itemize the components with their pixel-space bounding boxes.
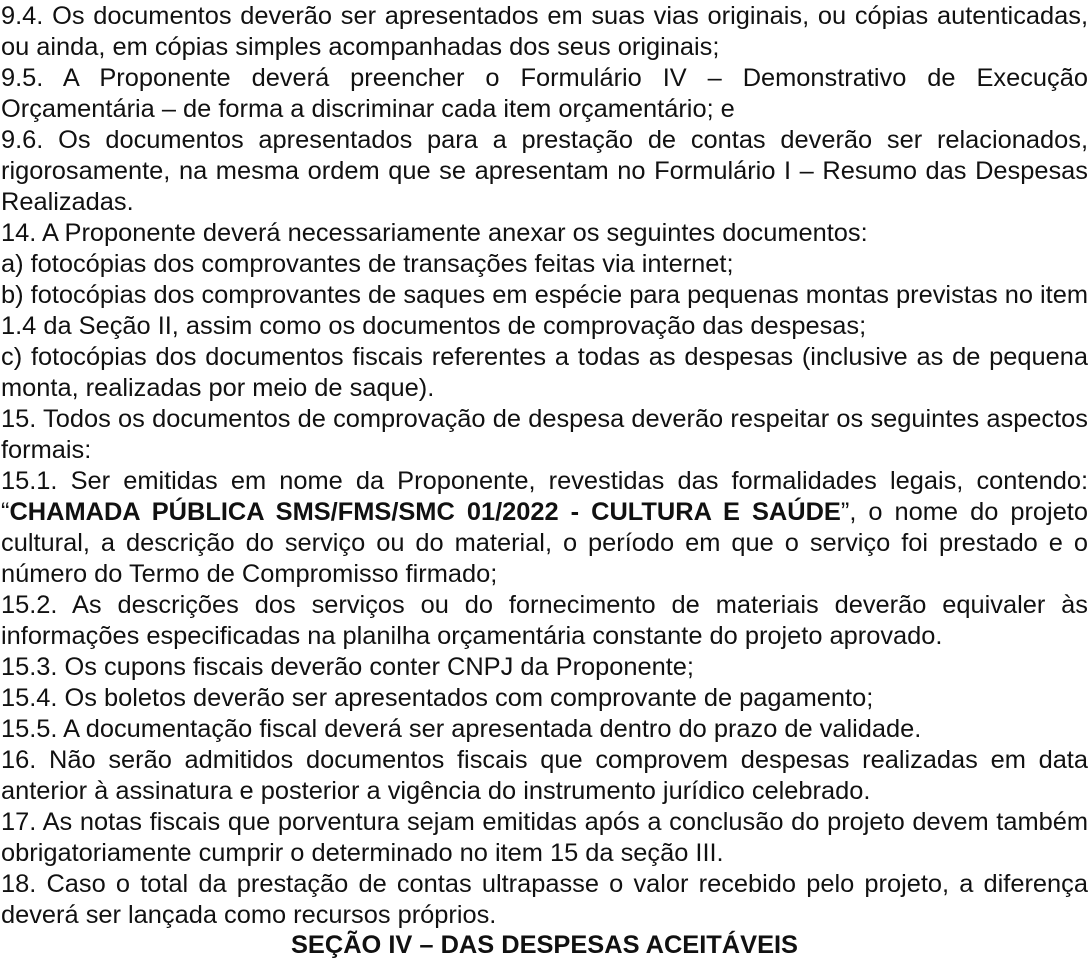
paragraph-14-b: b) fotocópias dos comprovantes de saques em espécie para pequenas montas previstas no item 1.4 da Seção II, assim como os documentos de comprovação das despesas; [1, 281, 1088, 340]
section-heading: SEÇÃO IV – DAS DESPESAS ACEITÁVEIS [291, 931, 798, 959]
paragraph-15-1 [1, 466, 1088, 590]
paragraph-9-6: 9.6. Os documentos apresentados para a prestação de contas deverão ser relacionados, rigorosamente, na mesma ordem que se apresentam no Formulário I – Resumo das Despesas Realizadas. [1, 126, 1088, 216]
paragraph-15: 15. Todos os documentos de comprovação de despesa deverão respeitar os seguintes aspectos formais: [1, 405, 1088, 464]
call-title-bold: CHAMADA PÚBLICA SMS/FMS/SMC 01/2022 - CULTURA E SAÚDE [9, 498, 841, 526]
paragraph-15-3: 15.3. Os cupons fiscais deverão conter CNPJ da Proponente; [1, 653, 694, 681]
document-body [1, 1, 1088, 959]
paragraph-15-5: 15.5. A documentação fiscal deverá ser apresentada dentro do prazo de validade. [1, 715, 922, 743]
paragraph-15-1-intro: 15.1. Ser emitidas em nome da Proponente, revestidas das formalidades legais, contendo: “ [1, 467, 1088, 526]
paragraph-9-4: 9.4. Os documentos deverão ser apresentados em suas vias originais, ou cópias autenticadas, ou ainda, em cópias simples acompanhadas dos seus originais; [1, 2, 1088, 61]
paragraph-15-2: 15.2. As descrições dos serviços ou do fornecimento de materiais deverão equivaler às informações especificadas na planilha orçamentária constante do projeto aprovado. [1, 591, 1088, 650]
paragraph-15-4: 15.4. Os boletos deverão ser apresentados com comprovante de pagamento; [1, 684, 874, 712]
paragraph-14: 14. A Proponente deverá necessariamente anexar os seguintes documentos: [1, 219, 868, 247]
paragraph-15-1-rest: ”, o nome do projeto cultural, a descrição do serviço ou do material, o período em que o serviço foi prestado e o número do Termo de Compromisso firmado; [1, 498, 1088, 588]
paragraph-14-c: c) fotocópias dos documentos fiscais referentes a todas as despesas (inclusive as de pequena monta, realizadas por meio de saque). [1, 343, 1088, 402]
paragraph-16: 16. Não serão admitidos documentos fiscais que comprovem despesas realizadas em data anterior à assinatura e posterior a vigência do instrumento jurídico celebrado. [1, 746, 1088, 805]
paragraph-18: 18. Caso o total da prestação de contas ultrapasse o valor recebido pelo projeto, a diferença deverá ser lançada como recursos próprios. [1, 870, 1088, 929]
paragraph-17: 17. As notas fiscais que porventura sejam emitidas após a conclusão do projeto devem também obrigatoriamente cumprir o determinado no item 15 da seção III. [1, 808, 1088, 867]
paragraph-9-5: 9.5. A Proponente deverá preencher o Formulário IV – Demonstrativo de Execução Orçamentária – de forma a discriminar cada item orçamentário; e [1, 64, 1088, 123]
paragraph-14-a: a) fotocópias dos comprovantes de transações feitas via internet; [1, 250, 734, 278]
